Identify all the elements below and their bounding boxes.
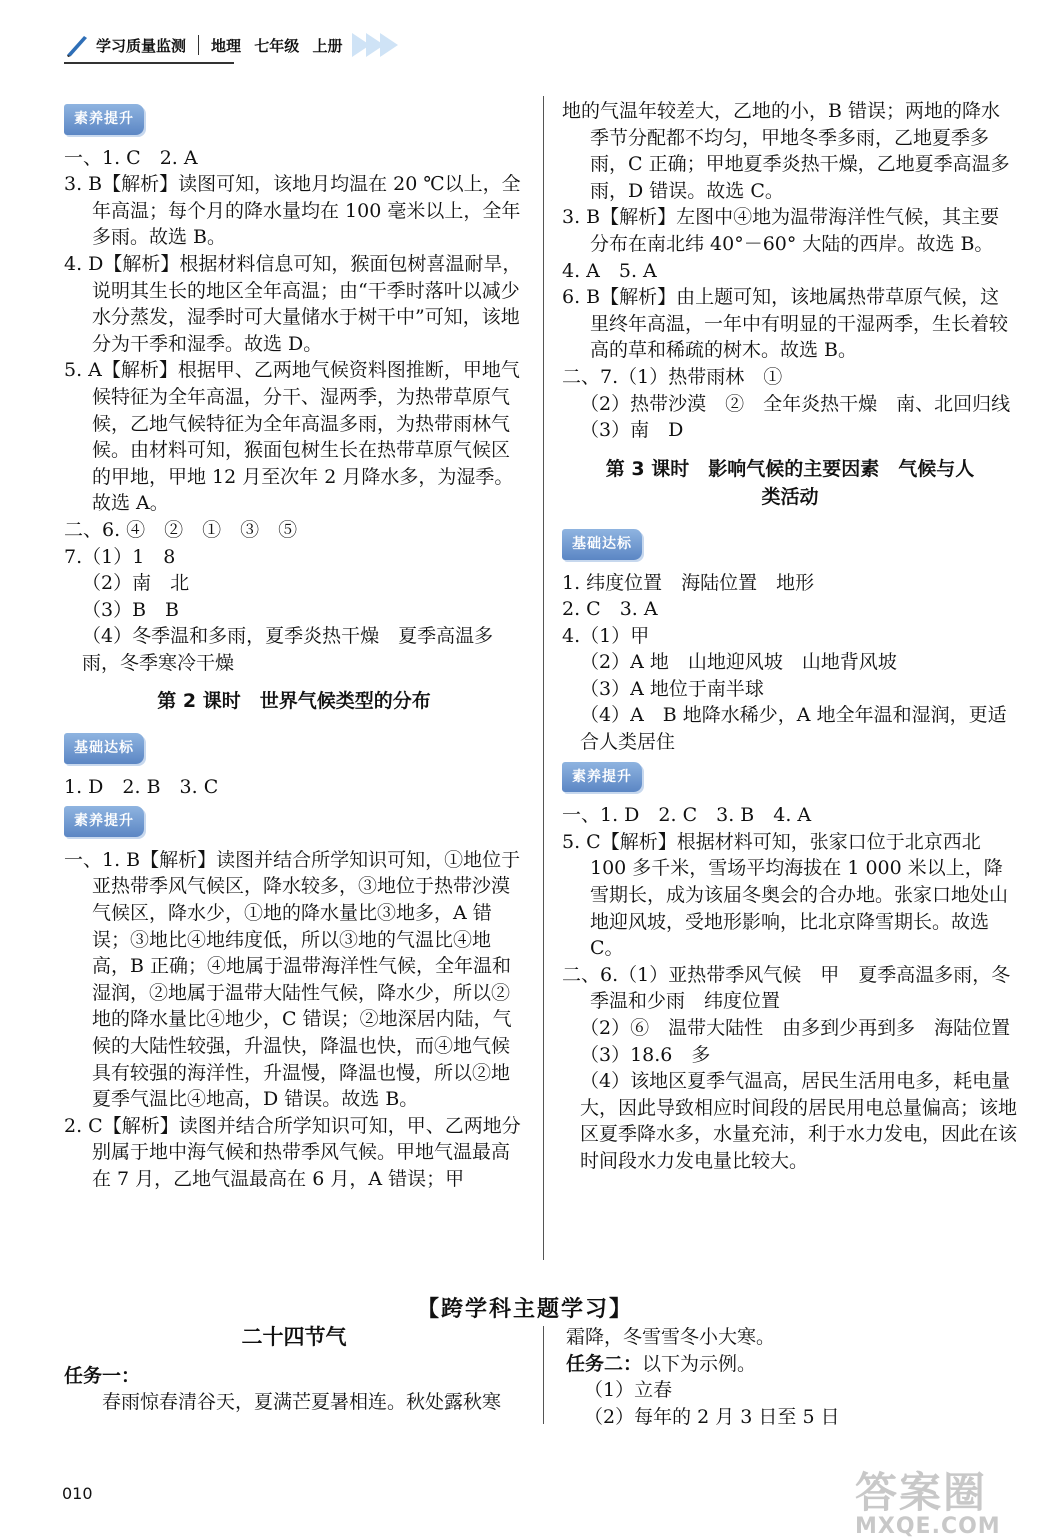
header-underline <box>64 62 234 64</box>
section-tag: 素养提升 <box>64 806 144 837</box>
section-tag: 基础达标 <box>64 733 144 764</box>
answer-line: 5. A【解析】根据甲、乙两地气候资料图推断，甲地气候特征为全年高温，分干、湿两季，为热带草原气候，乙地气候特征为全年高温多雨，为热带雨林气候。由材料可知，猴面包树生长在热带草原气候区的甲地，甲地 12 月至次年 2 月降水多，为湿季。故选 A。 <box>64 359 520 515</box>
poem-text-cont: 霜降，冬雪雪冬小大寒。 <box>566 1326 776 1348</box>
topic-title: 二十四节气 <box>241 1325 347 1349</box>
answer-line: 2. C 3. A <box>562 598 658 621</box>
answer-line: 一、1. B【解析】读图并结合所学知识可知，①地位于亚热带季风气候区，降水较多，③地位于热带沙漠气候区，降水少，①地的降水量比③地多，A 错误；③地比④地纬度低，所以③地的气温比④地高，B 正确；④地属于温带海洋性气候，全年温和湿润，②地属于温带大陆性气候，降水少，所以②地的降水量比④地少，C 错误；②地深居内陆，气候的大陆性较强，升温快，降温也快，而④地气候具有较强的海洋性，升温慢，降温也慢，所以②地夏季气温比④地高，D 错误。故选 B。 <box>64 848 521 1111</box>
answer-line: （2）南 北 <box>82 572 190 595</box>
header-badge: 学习质量监测 <box>96 36 187 55</box>
answer-line: （1）立春 <box>584 1379 673 1402</box>
answer-line: （2）每年的 2 月 3 日至 5 日 <box>584 1405 840 1428</box>
right-column <box>562 98 1018 1175</box>
section-tag: 素养提升 <box>562 762 642 793</box>
watermark-url: MXQE.COM <box>855 1514 1001 1539</box>
answer-line: 一、1. C 2. A <box>64 146 198 169</box>
arrows-decoration-icon <box>356 33 398 57</box>
answer-line: 3. B【解析】左图中④地为温带海洋性气候，其主要分布在南北纬 40°－60° 大陆的西岸。故选 B。 <box>562 206 1000 255</box>
answer-line: （3）18.6 多 <box>580 1043 711 1066</box>
left-column <box>64 98 524 1193</box>
answer-line: （2）热带沙漠 ② 全年炎热干燥 南、北回归线 <box>580 392 1011 415</box>
answer-line: 地的气温年较差大，乙地的小，B 错误；两地的降水季节分配都不均匀，甲地冬季多雨，乙地夏季多雨，C 正确；甲地夏季炎热干燥，乙地夏季高温多雨，D 错误。故选 C。 <box>562 100 1010 202</box>
header-divider <box>198 35 199 55</box>
answer-line: （2）A 地 山地迎风坡 山地背风坡 <box>580 651 897 674</box>
page-header <box>64 30 398 60</box>
answer-line: （3）A 地位于南半球 <box>580 677 764 700</box>
answer-line: 5. C【解析】根据材料可知，张家口位于北京西北 100 多千米，雪场平均海拔在 1 000 米以上，降雪期长，成为该届冬奥会的合办地。张家口地处山地迎风坡，受地形影响，比北京降雪期长。故选 C。 <box>562 830 1009 960</box>
page-number: 010 <box>62 1484 93 1503</box>
answer-line: （4）冬季温和多雨，夏季炎热干燥 夏季高温多雨，冬季寒冷干燥 <box>82 625 494 674</box>
lesson-heading: 第 3 课时 影响气候的主要因素 气候与人 <box>605 457 975 480</box>
answer-line: 6. B【解析】由上题可知，该地属热带草原气候，这里终年高温，一年中有明显的干湿两季，生长着较高的草和稀疏的树木。故选 B。 <box>562 286 1009 362</box>
section-banner: 【跨学科主题学习】 <box>416 1297 633 1322</box>
lesson-heading-cont: 类活动 <box>761 486 819 509</box>
pen-icon <box>64 32 90 58</box>
task-text: 以下为示例。 <box>642 1352 757 1375</box>
answer-line: （4）该地区夏季气温高，居民生活用电多，耗电量大，因此导致相应时间段的居民用电总量偏高；该地区夏季降水多，水量充沛，利于水力发电，因此在该时间段水力发电量比较大。 <box>580 1070 1018 1172</box>
answer-line: （4）A B 地降水稀少，A 地全年温和湿润，更适合人类居住 <box>580 704 1007 754</box>
task-label: 任务一： <box>64 1364 141 1387</box>
answer-line: 二、6. ④ ② ① ③ ⑤ <box>64 518 298 541</box>
answer-line: 二、6.（1）亚热带季风气候 甲 夏季高温多雨，冬季温和少雨 纬度位置 <box>562 963 1011 1013</box>
answer-line: （3）南 D <box>580 419 684 442</box>
answer-line: 一、1. D 2. C 3. B 4. A <box>562 804 812 827</box>
watermark-logo <box>855 1460 1035 1539</box>
bottom-left-column <box>64 1324 524 1416</box>
bottom-right-column <box>566 1324 1016 1430</box>
section-tag: 素养提升 <box>64 104 144 135</box>
answer-line: （2）⑥ 温带大陆性 由多到少再到多 海陆位置 <box>580 1017 1011 1039</box>
answer-line: 2. C【解析】读图并结合所学知识可知，甲、乙两地分别属于地中海气候和热带季风气候。甲地气温最高在 7 月，乙地气温最高在 6 月，A 错误；甲 <box>64 1114 521 1190</box>
lesson-heading: 第 2 课时 世界气候类型的分布 <box>157 690 431 713</box>
answer-line: 二、7.（1）热带雨林 ① <box>562 365 783 388</box>
answer-line: 4.（1）甲 <box>562 624 650 647</box>
answer-line: 4. A 5. A <box>562 259 657 282</box>
answer-line: 7.（1）1 8 <box>64 545 176 568</box>
poem-text: 春雨惊春清谷天，夏满芒夏暑相连。秋处露秋寒 <box>102 1391 502 1414</box>
section-tag: 基础达标 <box>562 529 642 560</box>
answer-line: （3）B B <box>82 598 180 621</box>
column-divider <box>543 96 544 1260</box>
column-divider-bottom <box>543 1326 544 1424</box>
answer-line: 3. B【解析】读图可知，该地月均温在 20 ℃以上，全年高温；每个月的降水量均在 100 毫米以上，全年多雨。故选 B。 <box>64 173 521 249</box>
header-subject: 地理 七年级 上册 <box>211 36 343 55</box>
answer-line: 1. D 2. B 3. C <box>64 775 219 798</box>
answer-line: 1. 纬度位置 海陆位置 地形 <box>562 571 815 594</box>
watermark-text: 答案圈 <box>855 1468 988 1517</box>
task-label: 任务二： <box>566 1352 643 1375</box>
answer-line: 4. D【解析】根据材料信息可知，猴面包树喜温耐旱，说明其生长的地区全年高温；由“干季时落叶以减少水分蒸发，湿季时可大量储水于树干中”可知，该地分为干季和湿季。故选 D。 <box>64 252 522 355</box>
